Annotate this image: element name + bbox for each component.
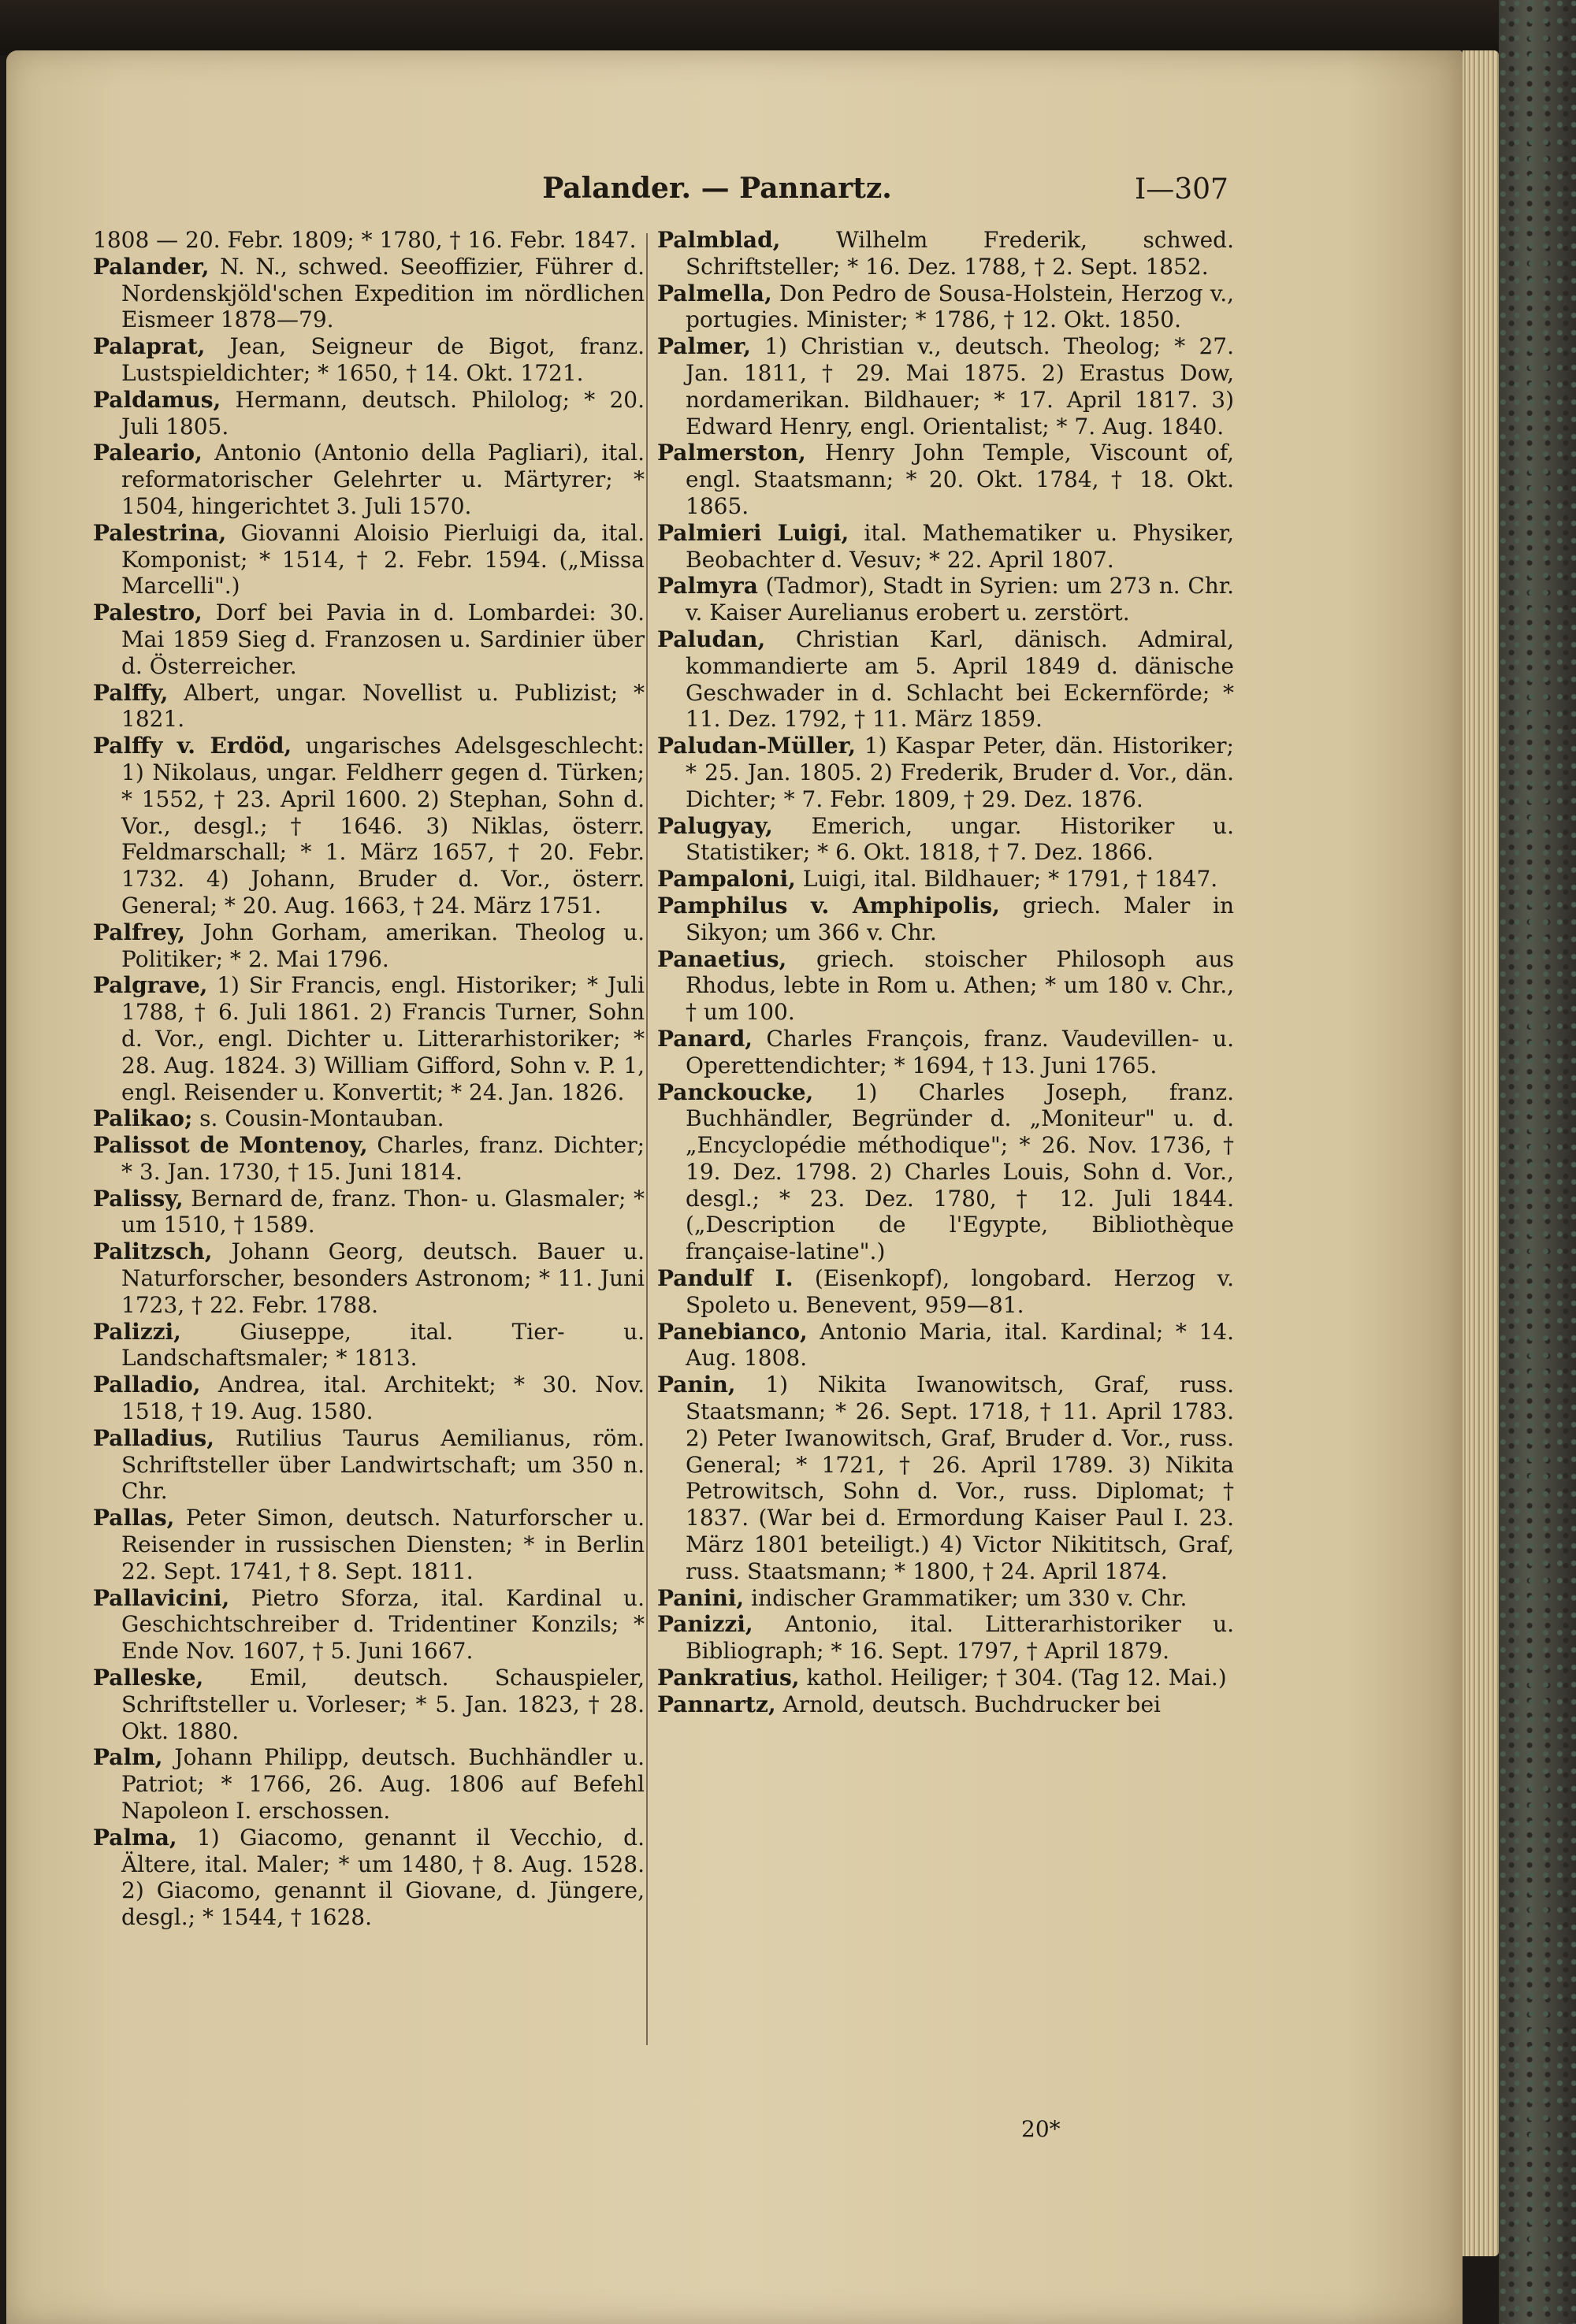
dictionary-entry: [93, 520, 645, 600]
entry-headword: Palander,: [93, 253, 210, 280]
dictionary-entry: [93, 1132, 645, 1186]
entry-text: Bernard de, franz. Thon- u. Glasmaler; * um 1510, † 1589.: [121, 1185, 645, 1238]
dictionary-entry: [93, 1105, 645, 1132]
dictionary-entry: [93, 1238, 645, 1318]
entry-headword: Paldamus,: [93, 386, 221, 413]
entry-headword: Palffy,: [93, 679, 169, 706]
entry-text: kathol. Heiliger; † 304. (Tag 12. Mai.): [799, 1665, 1227, 1691]
entry-headword: Palffy v. Erdöd,: [93, 733, 292, 759]
entry-headword: Palfrey,: [93, 919, 186, 945]
entry-headword: Palaprat,: [93, 333, 206, 360]
entry-headword: Panard,: [657, 1025, 753, 1052]
dictionary-entry: [657, 1691, 1234, 1718]
dictionary-entry: [93, 600, 645, 679]
entry-headword: Panaetius,: [657, 945, 787, 972]
entry-text: (Eisenkopf), longobard. Herzog v. Spoleto u. Benevent, 959—81.: [686, 1265, 1234, 1318]
entry-text: 1) Giacomo, genannt il Vecchio, d. Ältere, ital. Maler; * um 1480, † 8. Aug. 1528. 2) Giacomo, genannt il Giovane, d. Jüngere, desgl.; * 1544, † 1628.: [121, 1824, 645, 1931]
entry-text: Rutilius Taurus Aemilianus, röm. Schriftsteller über Landwirtschaft; um 350 n. Chr.: [121, 1424, 645, 1505]
entry-text: s. Cousin-Montauban.: [192, 1105, 444, 1132]
entry-text: Antonio, ital. Litterarhistoriker u. Bibliograph; * 16. Sept. 1797, † April 1879.: [686, 1611, 1234, 1665]
entry-text: Antonio (Antonio della Pagliari), ital. reformatorischer Gelehrter u. Märtyrer; * 1504, hingerichtet 3. Juli 1570.: [121, 440, 645, 519]
entry-text: ital. Mathematiker u. Physiker, Beobachter d. Vesuv; * 22. April 1807.: [686, 519, 1234, 573]
entry-text: 1) Nikita Iwanowitsch, Graf, russ. Staatsmann; * 26. Sept. 1718, † 11. April 1783. 2) Peter Iwanowitsch, Graf, Bruder d. Vor., russ. General; * 1721, † 26. April 1789. 3) Nikita Petrowitsch, Sohn d. Vor., russ. Diplomat; † 1837. (War bei d. Ermordung Kaiser Paul I. 23. März 1801 beteiligt.) 4) Victor Nikititsch, Graf, russ. Staatsmann; * 1800, † 24. April 1874.: [686, 1372, 1234, 1584]
dictionary-entry: [93, 733, 645, 919]
entry-text: Emil, deutsch. Schauspieler, Schriftsteller u. Vorleser; * 5. Jan. 1823, † 28. Okt. 1880.: [121, 1665, 645, 1744]
entry-text: Charles, franz. Dichter; * 3. Jan. 1730, † 15. Juni 1814.: [121, 1132, 645, 1185]
dictionary-entry: [657, 1026, 1234, 1079]
dictionary-entry: [657, 1319, 1234, 1372]
entry-text: Peter Simon, deutsch. Naturforscher u. Reisender in russischen Diensten; * in Berlin 22. Sept. 1741, † 8. Sept. 1811.: [121, 1505, 645, 1584]
signature-mark: 20*: [1021, 2116, 1061, 2142]
entry-text: 1) Sir Francis, engl. Historiker; * Juli 1788, † 6. Juli 1861. 2) Francis Turner, Sohn d. Vor., engl. Dichter u. Litterarhistoriker; * 28. Aug. 1824. 3) William Gifford, Sohn v. P. 1, engl. Reisender u. Konvertit; * 24. Jan. 1826.: [121, 972, 645, 1105]
entry-headword: Pallas,: [93, 1505, 175, 1531]
dictionary-entry: [657, 1665, 1234, 1691]
entry-headword: Palleske,: [93, 1665, 204, 1691]
column-rule: [646, 233, 648, 2045]
entry-text: Emerich, ungar. Historiker u. Statistiker; * 6. Okt. 1818, † 7. Dez. 1866.: [686, 812, 1234, 866]
entry-text: Antonio Maria, ital. Kardinal; * 14. Aug. 1808.: [686, 1318, 1234, 1372]
dictionary-entry: [93, 1744, 645, 1824]
dictionary-entry: [93, 972, 645, 1105]
entry-text: 1808 — 20. Febr. 1809; * 1780, † 16. Febr. 1847.: [93, 227, 637, 253]
dictionary-entry: [93, 1505, 645, 1584]
dictionary-entry: [657, 440, 1234, 519]
entry-text: (Tadmor), Stadt in Syrien: um 273 n. Chr. v. Kaiser Aurelianus erobert u. zerstört.: [686, 573, 1234, 626]
entry-headword: Palmieri Luigi,: [657, 519, 849, 546]
entry-headword: Panizzi,: [657, 1611, 753, 1638]
entry-text: griech. Maler in Sikyon; um 366 v. Chr.: [686, 892, 1234, 945]
entry-headword: Pamphilus v. Amphipolis,: [657, 892, 1000, 919]
entry-headword: Panini,: [657, 1584, 745, 1611]
entry-text: 1) Kaspar Peter, dän. Historiker; * 25. Jan. 1805. 2) Frederik, Bruder d. Vor., dän. Dichter; * 7. Febr. 1809, † 29. Dez. 1876.: [686, 733, 1234, 812]
dictionary-entry: [657, 866, 1234, 893]
dictionary-entry: [657, 280, 1234, 334]
entry-headword: Pannartz,: [657, 1691, 776, 1717]
dictionary-entry: [93, 333, 645, 387]
entry-headword: Panin,: [657, 1372, 736, 1398]
entry-headword: Pallavicini,: [93, 1584, 230, 1611]
entry-headword: Palestrina,: [93, 519, 227, 546]
dictionary-entry: [657, 946, 1234, 1026]
entry-text: N. N., schwed. Seeoffizier, Führer d. Nordenskjöld'schen Expedition im nördlichen Eismeer 1878—79.: [121, 253, 645, 333]
entry-headword: Paludan,: [657, 626, 766, 652]
entry-text: Luigi, ital. Bildhauer; * 1791, † 1847.: [795, 866, 1218, 893]
dictionary-entry: [657, 227, 1234, 280]
entry-text: Albert, ungar. Novellist u. Publizist; * 1821.: [121, 679, 645, 733]
scan-background: [0, 0, 1576, 55]
entry-headword: Paludan-Müller,: [657, 733, 857, 759]
dictionary-entry: [93, 680, 645, 733]
dictionary-entry: [657, 1585, 1234, 1612]
entry-text: Pietro Sforza, ital. Kardinal u. Geschichtschreiber d. Tridentiner Konzils; * Ende Nov. 1607, † 5. Juni 1667.: [121, 1584, 645, 1665]
dictionary-entry: [657, 1079, 1234, 1266]
dictionary-entry: [657, 520, 1234, 574]
entry-text: Don Pedro de Sousa-Holstein, Herzog v., portugies. Minister; * 1786, † 12. Okt. 1850.: [686, 280, 1234, 333]
entry-headword: Palm,: [93, 1744, 163, 1771]
entry-headword: Pankratius,: [657, 1665, 800, 1691]
entry-headword: Palma,: [93, 1824, 177, 1851]
entry-text: Dorf bei Pavia in d. Lombardei: 30. Mai 1859 Sieg d. Franzosen u. Sardinier über d. Österreicher.: [121, 600, 645, 679]
entry-headword: Palmella,: [657, 280, 772, 306]
entry-text: Jean, Seigneur de Bigot, franz. Lustspieldichter; * 1650, † 14. Okt. 1721.: [121, 333, 645, 386]
dictionary-entry: [657, 1372, 1234, 1584]
dictionary-entry: [93, 254, 645, 333]
dictionary-entry: [657, 1265, 1234, 1319]
book-cover-edge: [1499, 0, 1576, 2324]
entry-headword: Palitzsch,: [93, 1238, 213, 1265]
entry-text: Johann Philipp, deutsch. Buchhändler u. Patriot; * 1766, 26. Aug. 1806 auf Befehl Napoleon I. erschossen.: [121, 1744, 645, 1825]
entry-text: Wilhelm Frederik, schwed. Schriftsteller; * 16. Dez. 1788, † 2. Sept. 1852.: [686, 227, 1234, 280]
entry-text: Giovanni Aloisio Pierluigi da, ital. Komponist; * 1514, † 2. Febr. 1594. („Missa Marcelli".): [121, 519, 645, 600]
dictionary-entry: [93, 1186, 645, 1239]
dictionary-entry: [657, 893, 1234, 946]
page-edges: [1463, 50, 1499, 2256]
entry-headword: Palikao;: [93, 1105, 193, 1132]
entry-text: Andrea, ital. Architekt; * 30. Nov. 1518, † 19. Aug. 1580.: [121, 1372, 645, 1425]
dictionary-entry: [657, 733, 1234, 812]
entry-text: Hermann, deutsch. Philolog; * 20. Juli 1805.: [121, 386, 645, 440]
entry-headword: Pampaloni,: [657, 866, 796, 893]
entry-text: Christian Karl, dänisch. Admiral, kommandierte am 5. April 1849 d. dänische Geschwader in d. Schlacht bei Eckernförde; * 11. Dez. 1792, † 11. März 1859.: [686, 626, 1234, 733]
entry-headword: Palladius,: [93, 1424, 214, 1451]
entry-text: indischer Grammatiker; um 330 v. Chr.: [744, 1584, 1188, 1611]
entry-text: Giuseppe, ital. Tier- u. Landschaftsmaler; * 1813.: [121, 1318, 645, 1372]
dictionary-entry: [657, 813, 1234, 867]
dictionary-entry: [657, 573, 1234, 626]
dictionary-entry: [657, 626, 1234, 733]
dictionary-entry: [657, 333, 1234, 440]
running-head: Palander. — Pannartz.: [542, 172, 892, 205]
left-column: [93, 227, 645, 1931]
entry-text: John Gorham, amerikan. Theolog u. Politiker; * 2. Mai 1796.: [121, 919, 645, 972]
entry-headword: Panckoucke,: [657, 1078, 814, 1105]
entry-text: Henry John Temple, Viscount of, engl. Staatsmann; * 20. Okt. 1784, † 18. Okt. 1865.: [686, 440, 1234, 519]
entry-headword: Pandulf I.: [657, 1265, 794, 1292]
entry-headword: Palladio,: [93, 1372, 201, 1398]
entry-text: ungarisches Adelsgeschlecht: 1) Nikolaus, ungar. Feldherr gegen d. Türken; * 1552, † 23. April 1600. 2) Stephan, Sohn d. Vor., desgl.; † 1646. 3) Niklas, österr. Feldmarschall; * 1. März 1657, † 20. Febr. 1732. 4) Johann, Bruder d. Vor., österr. General; * 20. Aug. 1663, † 24. März 1751.: [121, 733, 645, 919]
dictionary-entry: [93, 1319, 645, 1372]
dictionary-entry: [93, 1825, 645, 1931]
dictionary-entry: [93, 1585, 645, 1665]
entry-headword: Palestro,: [93, 600, 203, 626]
entry-headword: Palmyra: [657, 573, 758, 600]
entry-text: Johann Georg, deutsch. Bauer u. Naturforscher, besonders Astronom; * 11. Juni 1723, † 22. Febr. 1788.: [121, 1238, 645, 1318]
dictionary-entry: [93, 1665, 645, 1744]
entry-headword: Palmblad,: [657, 227, 781, 253]
entry-text: 1) Christian v., deutsch. Theolog; * 27. Jan. 1811, † 29. Mai 1875. 2) Erastus Dow, nordamerikan. Bildhauer; * 17. April 1817. 3) Edward Henry, engl. Orientalist; * 7. Aug. 1840.: [686, 333, 1234, 440]
dictionary-entry: [93, 919, 645, 973]
entry-text: Charles François, franz. Vaudevillen- u. Operettendichter; * 1694, † 13. Juni 1765.: [686, 1025, 1234, 1078]
entry-headword: Palissot de Montenoy,: [93, 1132, 368, 1159]
entry-headword: Palissy,: [93, 1185, 184, 1212]
right-column: [657, 227, 1234, 1718]
dictionary-entry: [93, 440, 645, 519]
entry-headword: Paleario,: [93, 440, 203, 466]
dictionary-entry: [93, 1372, 645, 1425]
dictionary-entry: [93, 227, 645, 254]
dictionary-entry: [657, 1611, 1234, 1665]
dictionary-entry: [93, 387, 645, 440]
entry-text: Arnold, deutsch. Buchdrucker bei: [775, 1691, 1161, 1717]
entry-headword: Palizzi,: [93, 1318, 181, 1345]
page-number: I—307: [1135, 173, 1228, 206]
entry-headword: Palmerston,: [657, 440, 806, 466]
entry-headword: Palgrave,: [93, 972, 208, 999]
entry-text: 1) Charles Joseph, franz. Buchhändler, Begründer d. „Moniteur" u. d. „Encyclopédie méthodique"; * 26. Nov. 1736, † 19. Dez. 1798. 2) Charles Louis, Sohn d. Vor., desgl.; * 23. Dez. 1780, † 12. Juli 1844. („Description de l'Egypte, Bibliothèque française-latine".): [686, 1078, 1234, 1265]
entry-headword: Panebianco,: [657, 1318, 808, 1345]
dictionary-entry: [93, 1425, 645, 1505]
entry-headword: Palugyay,: [657, 812, 773, 839]
entry-text: griech. stoischer Philosoph aus Rhodus, lebte in Rom u. Athen; * um 180 v. Chr., † um 100.: [686, 945, 1234, 1026]
entry-headword: Palmer,: [657, 333, 751, 360]
